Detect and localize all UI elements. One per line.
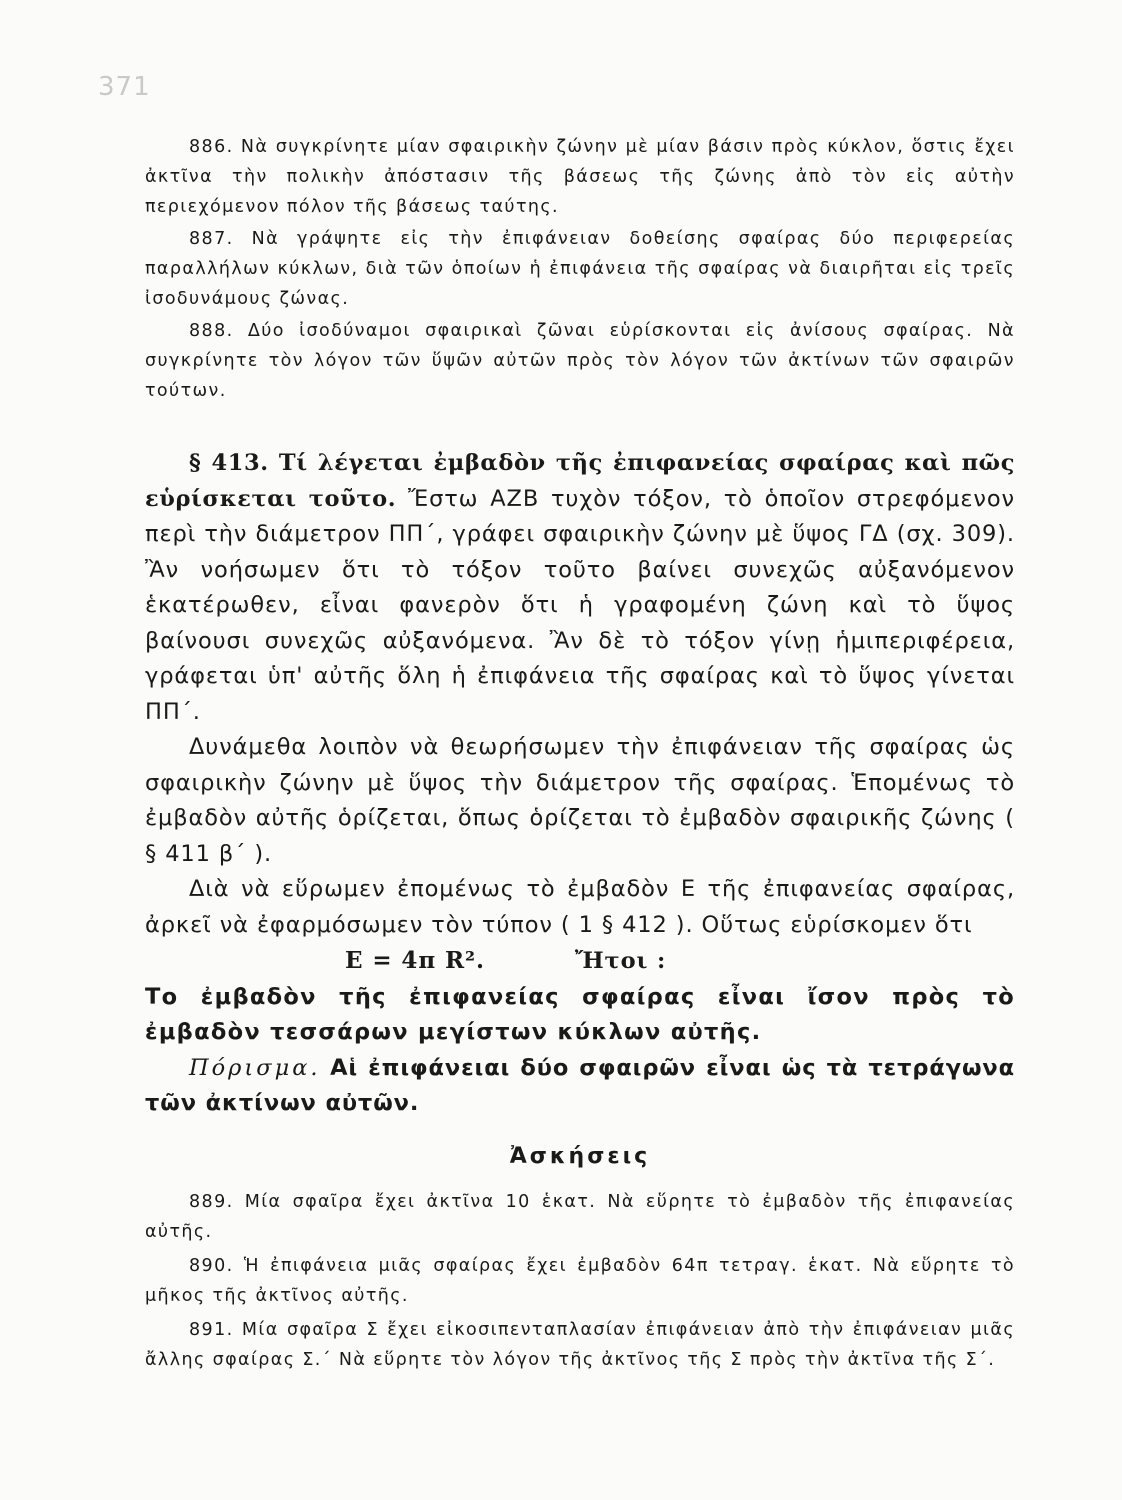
exercise-889: 889. Μία σφαῖρα ἔχει ἀκτῖνα 10 ἑκατ. Νὰ εὕρητε τὸ ἐμβαδὸν τῆς ἐπιφανείας αὐτῆς.	[145, 1191, 1015, 1242]
section-413	[145, 446, 1015, 1122]
exercise-891: 891. Μία σφαῖρα Σ ἔχει εἰκοσιπενταπλασίαν ἐπιφάνειαν ἀπὸ τὴν ἐπιφάνειαν μιᾶς ἄλλης σφαίρας Σ.΄ Νὰ εὕρητε τὸν λόγον τῆς ἀκτῖνος τῆς Σ πρὸς τὴν ἀκτῖνα τῆς Σ΄.	[145, 1319, 1015, 1370]
corollary-label: Πόρισμα.	[189, 1054, 321, 1081]
page-number: 371	[98, 72, 151, 102]
section-paragraph-1	[145, 446, 1015, 730]
exercise-887: 887. Νὰ γράψητε εἰς τὴν ἐπιφάνειαν δοθείσης σφαίρας δύο περιφερείας παραλλήλων κύκλων, διὰ τῶν ὁποίων ἡ ἐπιφάνεια τῆς σφαίρας νὰ διαιρῆται εἰς τρεῖς ἰσοδυνάμους ζώνας.	[145, 229, 1015, 309]
section-paragraph-3: Διὰ νὰ εὕρωμεν ἐπομένως τὸ ἐμβαδὸν Ε τῆς ἐπιφανείας σφαίρας, ἀρκεῖ νὰ ἐφαρμόσωμεν τὸν τύπον ( 1 § 412 ). Οὕτως εὑρίσκομεν ὅτι	[145, 876, 1015, 938]
section-paragraph-2: Δυνάμεθα λοιπὸν νὰ θεωρήσωμεν τὴν ἐπιφάνειαν τῆς σφαίρας ὡς σφαιρικὴν ζώνην μὲ ὕψος τὴν διάμετρον τῆς σφαίρας. Ἑπομένως τὸ ἐμβαδὸν αὐτῆς ὁρίζεται, ὅπως ὁρίζεται τὸ ἐμβαδὸν σφαιρικῆς ζώνης ( § 411 β΄ ).	[145, 734, 1015, 867]
theorem-statement: Το ἐμβαδὸν τῆς ἐπιφανείας σφαίρας εἶναι ἴσον πρὸς τὸ ἐμβαδὸν τεσσάρων μεγίστων κύκλων αὐτῆς.	[145, 983, 1015, 1045]
section-title: § 413. Τί λέγεται ἐμβαδὸν τῆς ἐπιφανείας σφαίρας καὶ πῶς εὑρίσκεται τοῦτο.	[145, 450, 1015, 512]
exercise-list-top	[145, 132, 1015, 406]
page-content	[145, 132, 1015, 1379]
formula-suffix: Ἤτοι :	[574, 948, 667, 974]
exercises-heading: Ἀσκήσεις	[509, 1143, 651, 1169]
exercise-886: 886. Νὰ συγκρίνητε μίαν σφαιρικὴν ζώνην μὲ μίαν βάσιν πρὸς κύκλον, ὅστις ἔχει ἀκτῖνα τὴν πολικὴν ἀπόστασιν τῆς βάσεως τῆς ζώνης ἀπὸ τὸν εἰς αὐτὴν περιεχόμενον πόλον τῆς βάσεως ταύτης.	[145, 137, 1015, 217]
surface-area-formula: Ε = 4π R².	[345, 947, 485, 974]
exercise-888: 888. Δύο ἰσοδύναμοι σφαιρικαὶ ζῶναι εὑρίσκονται εἰς ἀνίσους σφαίρας. Νὰ συγκρίνητε τὸν λόγον τῶν ὕψῶν αὐτῶν πρὸς τὸν λόγον τῶν ἀκτίνων τῶν σφαιρῶν τούτων.	[145, 321, 1015, 401]
corollary	[145, 1051, 1015, 1122]
exercise-890: 890. Ἡ ἐπιφάνεια μιᾶς σφαίρας ἔχει ἐμβαδὸν 64π τετραγ. ἑκατ. Νὰ εὕρητε τὸ μῆκος τῆς ἀκτῖνος αὐτῆς.	[145, 1255, 1015, 1306]
corollary-text: Αἱ ἐπιφάνειαι δύο σφαιρῶν εἶναι ὡς τὰ τετράγωνα τῶν ἀκτίνων αὐτῶν.	[145, 1054, 1015, 1116]
formula-line	[145, 943, 1015, 980]
section-paragraph-1-text: Ἔστω ΑΖΒ τυχὸν τόξον, τὸ ὁποῖον στρεφόμενον περὶ τὴν διάμετρον ΠΠ΄, γράφει σφαιρικὴν ζώνην μὲ ὕψος ΓΔ (σχ. 309). Ἂν νοήσωμεν ὅτι τὸ τόξον τοῦτο βαίνει συνεχῶς αὐξανόμενον ἑκατέρωθεν, εἶναι φανερὸν ὅτι ἡ γραφομένη ζώνη καὶ τὸ ὕψος βαίνουσι συνεχῶς αὐξανόμενα. Ἂν δὲ τὸ τόξον γίνῃ ἡμιπεριφέρεια, γράφεται ὑπ' αὐτῆς ὅλη ἡ ἐπιφάνεια τῆς σφαίρας καὶ τὸ ὕψος γίνεται ΠΠ΄.	[145, 485, 1015, 725]
exercise-list-bottom	[145, 1187, 1015, 1375]
